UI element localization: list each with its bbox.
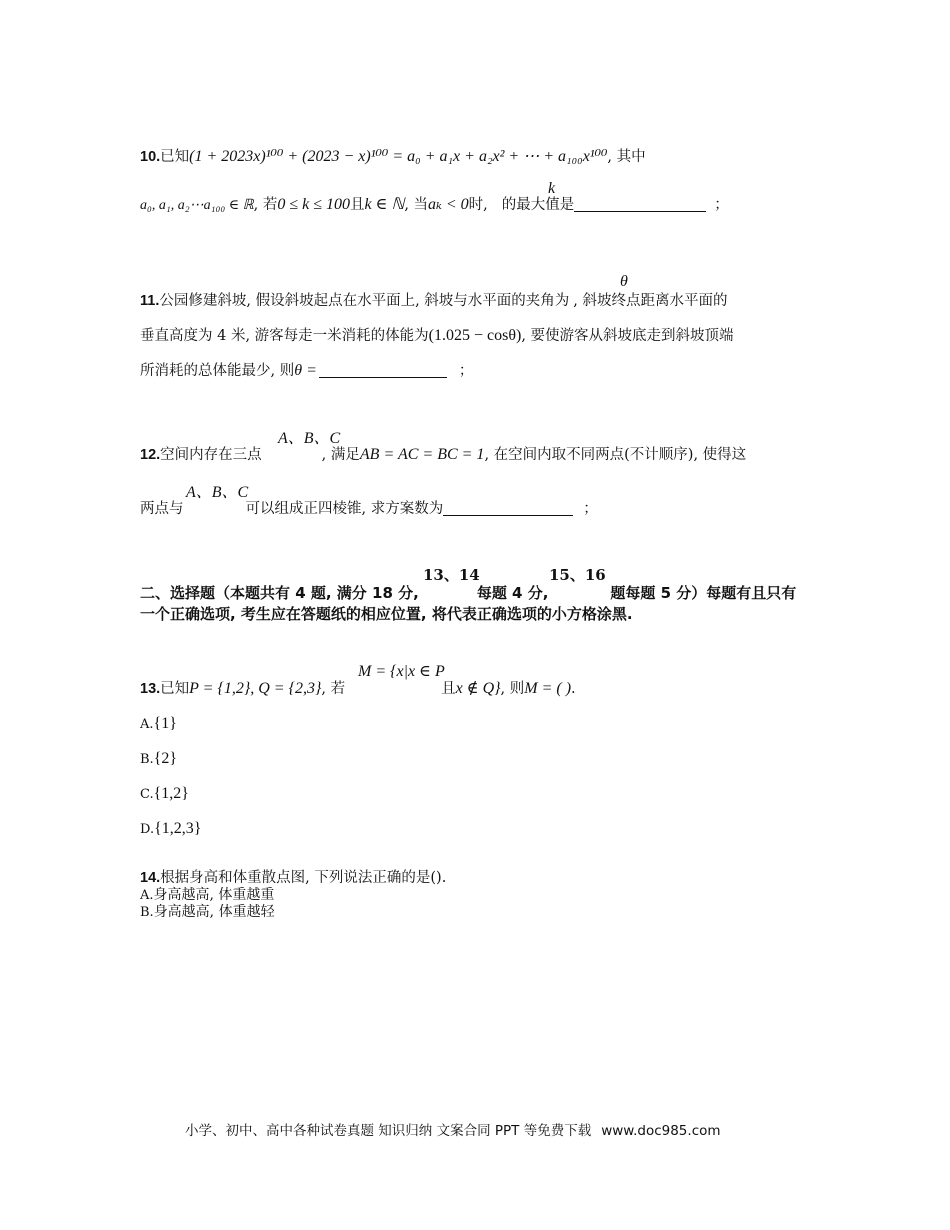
question-13-line: 13.已知P = {1,2}, Q = {2,3}, 若 且x ∉ Q}, 则M = ( ).: [140, 680, 576, 697]
question-number: 11.: [140, 293, 160, 309]
footer: [185, 1119, 721, 1139]
section-heading-line-1: 二、选择题（本题共有 4 题, 满分 18 分, 每题 4 分, 题每题 5 分）每题有且只有: [140, 584, 797, 602]
points-label: A、B、C: [278, 430, 341, 447]
theta-variable-label: θ: [620, 273, 628, 290]
math-expression: x ∉ Q}: [455, 680, 501, 697]
math-expression: M = ( ): [524, 680, 572, 697]
option-a[interactable]: A.{1}: [140, 715, 177, 732]
math-expression: AB = AC = BC = 1: [359, 446, 485, 463]
section-question-numbers: 15、16: [549, 566, 606, 584]
math-expression: aₖ < 0: [428, 196, 469, 213]
option-b[interactable]: B.身高越高, 体重越轻: [140, 904, 275, 920]
math-expression: (1 + 2023x)¹⁰⁰ + (2023 − x)¹⁰⁰ = a₀ + a₁x + a₂x² + ⋯ + a₁₀₀x¹⁰⁰: [189, 148, 608, 165]
option-c[interactable]: C.{1,2}: [140, 785, 189, 802]
question-11-line-1: 11.公园修建斜坡, 假设斜坡起点在水平面上, 斜坡与水平面的夹角为 , 斜坡终点距离水平面的: [140, 293, 728, 309]
question-12-line-1: 12.空间内存在三点 , 满足AB = AC = BC = 1, 在空间内取不同两点(不计顺序), 使得这: [140, 446, 747, 463]
question-11-line-3: 所消耗的总体能最少, 则θ = ；: [140, 362, 474, 379]
math-expression: a₀, a₁, a₂⋯a₁₀₀ ∈ ℝ: [140, 198, 254, 213]
points-label: A、B、C: [186, 484, 249, 501]
option-a[interactable]: A.身高越高, 体重越重: [140, 887, 275, 903]
question-number: 14.: [140, 870, 161, 886]
question-11-line-2: 垂直高度为 4 米, 游客每走一米消耗的体能为(1.025 − cosθ), 要使游客从斜坡底走到斜坡顶端: [140, 327, 734, 344]
math-expression: 0 ≤ k ≤ 100: [277, 196, 351, 213]
footer-url[interactable]: www.doc985.com: [601, 1123, 721, 1139]
math-expression: k ∈ ℕ: [364, 196, 405, 213]
k-variable-label: k: [548, 180, 556, 197]
math-expression: θ =: [294, 362, 317, 379]
text: 已知: [160, 149, 190, 165]
question-number: 13.: [140, 681, 161, 697]
text: , 其中: [607, 149, 646, 165]
math-expression: P = {1,2}, Q = {2,3}: [189, 680, 322, 697]
answer-blank[interactable]: [443, 500, 573, 516]
answer-blank[interactable]: [319, 362, 447, 378]
question-10-line-1: [140, 145, 646, 166]
question-13-set-definition: M = {x|x ∈ P: [358, 663, 445, 680]
section-question-numbers: 13、14: [423, 566, 480, 584]
question-14-line: 14.根据身高和体重散点图, 下列说法正确的是().: [140, 870, 447, 886]
answer-blank[interactable]: [574, 196, 706, 212]
question-number: 10.: [140, 149, 161, 165]
question-number: 12.: [140, 447, 161, 463]
option-b[interactable]: B.{2}: [140, 750, 178, 767]
math-expression: (1.025 − cosθ): [428, 327, 522, 344]
footer-text: 小学、初中、高中各种试卷真题 知识归纳 文案合同 PPT 等免费下载: [185, 1123, 592, 1139]
question-12-line-2: 两点与 可以组成正四棱锥, 求方案数为 ；: [140, 501, 598, 517]
option-d[interactable]: D.{1,2,3}: [140, 820, 202, 837]
section-heading-line-2: 一个正确选项, 考生应在答题纸的相应位置, 将代表正确选项的小方格涂黑.: [140, 605, 633, 623]
question-10-line-2: a₀, a₁, a₂⋯a₁₀₀ ∈ ℝ, 若0 ≤ k ≤ 100且k ∈ ℕ, 当aₖ < 0时, 的最大值是 ；: [140, 196, 729, 213]
